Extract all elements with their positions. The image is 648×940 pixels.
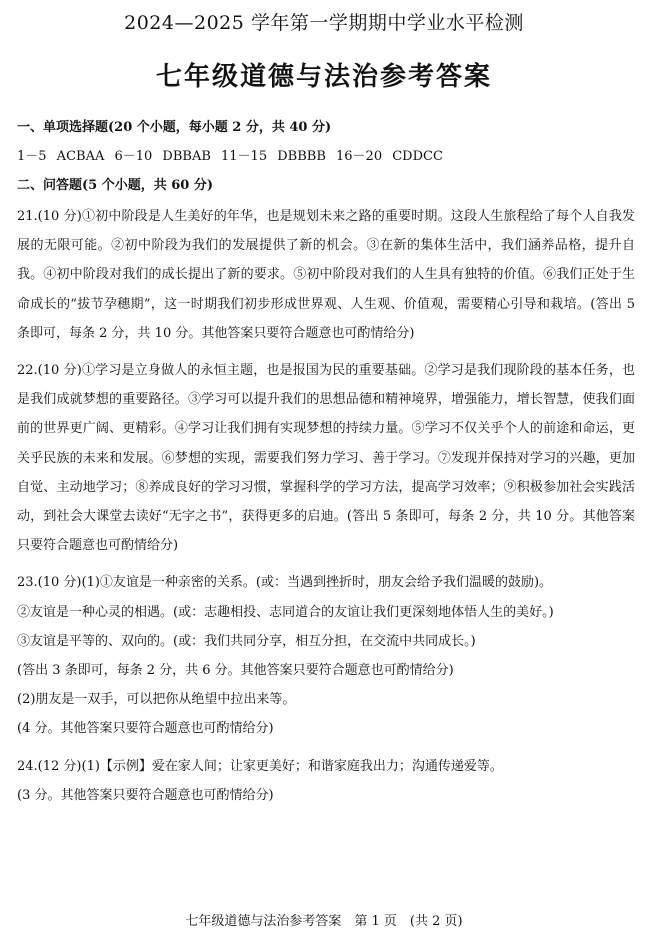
q23-part1-point1: 23.(10 分)(1)①友谊是一种亲密的关系。(或：当遇到挫折时，朋友会给予我们温暖的鼓励)。 bbox=[17, 575, 553, 591]
section-1-heading: 一、单项选择题(20 个小题，每小题 2 分，共 40 分) bbox=[17, 120, 332, 135]
question-22-answer: 22.(10 分)①学习是立身做人的永恒主题，也是报国为民的重要基础。②学习是我们现阶段的基本任务，也是我们成就梦想的重要路径。③学习可以提升我们的思想品德和精神境界，增强能力，增长智慧，使我们面前的世界更广阔、更精彩。④学习让我们拥有实现梦想的持续力量。⑤学习不仅关乎个人的前途和命运，更关乎民族的未来和发展。⑥梦想的实现，需要我们努力学习、善于学习。⑦发现并保持对学习的兴趣，更加自觉、主动地学习；⑧养成良好的学习习惯，掌握科学的学习方法，提高学习效率；⑨积极参加社会实践活动，到社会大课堂去读好“无字之书”，获得更多的启迪。(答出 5 条即可，每条 2 分，共 10 分。其他答案只要符合题意也可酌情给分) bbox=[17, 363, 635, 554]
q23-part2-answer: (2)朋友是一双手，可以把你从绝望中拉出来等。 bbox=[17, 692, 296, 708]
question-23-answer bbox=[17, 568, 635, 743]
question-24-answer bbox=[17, 752, 635, 810]
document-title: 七年级道德与法治参考答案 bbox=[155, 62, 492, 92]
page-footer: 七年级道德与法治参考答案 第 1 页 (共 2 页) bbox=[185, 914, 463, 929]
choice-answers: 1－5 ACBAA 6－10 DBBAB 11－15 DBBBB 16－20 CDDCC bbox=[17, 149, 443, 164]
section-2-heading: 二、问答题(5 个小题，共 60 分) bbox=[17, 178, 214, 193]
exam-title: 2024—2025 学年第一学期期中学业水平检测 bbox=[124, 12, 524, 34]
q23-part1-point3: ③友谊是平等的、双向的。(或：我们共同分享，相互分担，在交流中共同成长。) bbox=[17, 633, 476, 649]
question-21-answer: 21.(10 分)①初中阶段是人生美好的年华，也是规划未来之路的重要时期。这段人生旅程给了每个人自我发展的无限可能。②初中阶段为我们的发展提供了新的机会。③在新的集体生活中，我们涵养品格，提升自我。④初中阶段对我们的成长提出了新的要求。⑤初中阶段对我们的人生具有独特的价值。⑥我们正处于生命成长的“拔节孕穗期”，这一时期我们初步形成世界观、人生观、价值观，需要精心引导和栽培。(答出 5 条即可，每条 2 分，共 10 分。其他答案只要符合题意也可酌情给分) bbox=[17, 209, 635, 341]
q23-part1-point2: ②友谊是一种心灵的相遇。(或：志趣相投、志同道合的友谊让我们更深刻地体悟人生的美好。) bbox=[17, 604, 554, 620]
q23-part2-scoring: (4 分。其他答案只要符合题意也可酌情给分) bbox=[17, 721, 274, 737]
q23-part1-scoring: (答出 3 条即可，每条 2 分，共 6 分。其他答案只要符合题意也可酌情给分) bbox=[17, 663, 454, 679]
answer-content bbox=[17, 114, 635, 810]
q24-part1-scoring: (3 分。其他答案只要符合题意也可酌情给分) bbox=[17, 787, 274, 803]
q24-part1-answer: 24.(12 分)(1)【示例】爱在家人间；让家更美好；和谐家庭我出力；沟通传递爱等。 bbox=[17, 758, 503, 774]
